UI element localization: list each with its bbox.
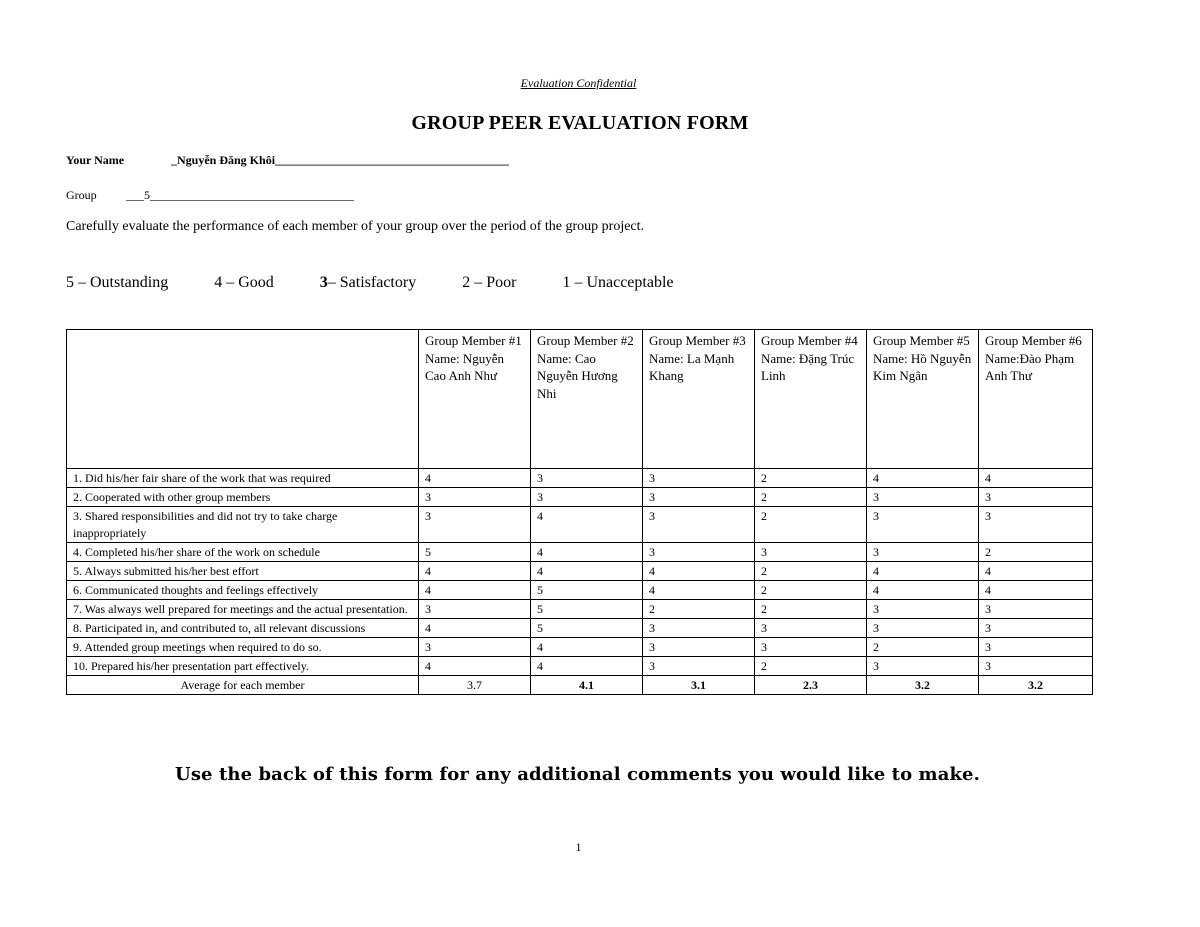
scale-5: 5 – Outstanding bbox=[66, 274, 169, 291]
score-cell: 5 bbox=[531, 600, 643, 619]
score-cell: 2 bbox=[755, 600, 867, 619]
average-value: 2.3 bbox=[755, 676, 867, 695]
question-row bbox=[67, 638, 1093, 657]
question-row bbox=[67, 469, 1093, 488]
scale-3-text: – Satisfactory bbox=[327, 274, 417, 291]
member-number: Group Member #5 bbox=[873, 333, 970, 348]
score-cell: 3 bbox=[643, 469, 755, 488]
average-value: 4.1 bbox=[531, 676, 643, 695]
score-cell: 3 bbox=[643, 543, 755, 562]
score-cell: 3 bbox=[979, 600, 1093, 619]
score-cell: 2 bbox=[979, 543, 1093, 562]
question-text: 5. Always submitted his/her best effort bbox=[67, 562, 419, 581]
score-cell: 4 bbox=[867, 581, 979, 600]
questions-body bbox=[67, 469, 1093, 676]
question-row bbox=[67, 657, 1093, 676]
average-value: 3.7 bbox=[419, 676, 531, 695]
member-number: Group Member #3 bbox=[649, 333, 746, 348]
score-cell: 3 bbox=[979, 488, 1093, 507]
name-label: Your Name bbox=[66, 153, 125, 167]
score-cell: 3 bbox=[643, 619, 755, 638]
member-name: Name:Đào Phạm Anh Thư bbox=[985, 350, 1075, 383]
score-cell: 4 bbox=[979, 562, 1093, 581]
member-number: Group Member #6 bbox=[985, 333, 1082, 348]
name-row bbox=[66, 153, 509, 168]
question-row bbox=[67, 600, 1093, 619]
question-row bbox=[67, 507, 1093, 543]
member-number: Group Member #1 bbox=[425, 333, 522, 348]
scale-3-number: 3 bbox=[319, 274, 328, 291]
score-cell: 3 bbox=[867, 600, 979, 619]
group-row bbox=[66, 188, 354, 203]
group-label: Group bbox=[66, 188, 97, 202]
score-cell: 3 bbox=[867, 619, 979, 638]
score-cell: 2 bbox=[755, 562, 867, 581]
score-cell: 2 bbox=[867, 638, 979, 657]
form-title: GROUP PEER EVALUATION FORM bbox=[411, 112, 749, 134]
question-text: 10. Prepared his/her presentation part effectively. bbox=[67, 657, 419, 676]
score-cell: 2 bbox=[755, 488, 867, 507]
average-value: 3.1 bbox=[643, 676, 755, 695]
member-name: Name: La Mạnh Khang bbox=[649, 350, 735, 383]
score-cell: 3 bbox=[755, 638, 867, 657]
score-cell: 4 bbox=[419, 657, 531, 676]
question-row bbox=[67, 543, 1093, 562]
member-header-5 bbox=[867, 330, 979, 469]
score-cell: 4 bbox=[979, 469, 1093, 488]
score-cell: 3 bbox=[419, 600, 531, 619]
score-cell: 3 bbox=[979, 638, 1093, 657]
rating-scale bbox=[66, 274, 716, 292]
score-cell: 3 bbox=[979, 657, 1093, 676]
average-value: 3.2 bbox=[979, 676, 1093, 695]
page-number: 1 bbox=[575, 840, 582, 854]
scale-1: 1 – Unacceptable bbox=[562, 274, 674, 291]
question-row bbox=[67, 581, 1093, 600]
member-number: Group Member #4 bbox=[761, 333, 858, 348]
score-cell: 4 bbox=[643, 581, 755, 600]
confidential-label: Evaluation Confidential bbox=[520, 76, 637, 90]
header-blank-cell bbox=[67, 330, 419, 469]
score-cell: 2 bbox=[755, 657, 867, 676]
score-cell: 2 bbox=[643, 600, 755, 619]
scale-4: 4 – Good bbox=[214, 274, 274, 291]
question-row bbox=[67, 488, 1093, 507]
score-cell: 3 bbox=[531, 469, 643, 488]
score-cell: 3 bbox=[755, 543, 867, 562]
score-cell: 3 bbox=[643, 488, 755, 507]
score-cell: 3 bbox=[419, 638, 531, 657]
member-name: Name: Cao Nguyễn Hương Nhi bbox=[537, 350, 618, 401]
score-cell: 3 bbox=[643, 657, 755, 676]
question-text: 7. Was always well prepared for meetings and the actual presentation. bbox=[67, 600, 419, 619]
member-name: Name: Hồ Nguyễn Kim Ngân bbox=[873, 350, 972, 383]
score-cell: 4 bbox=[419, 469, 531, 488]
score-cell: 3 bbox=[867, 543, 979, 562]
question-text: 6. Communicated thoughts and feelings effectively bbox=[67, 581, 419, 600]
score-cell: 4 bbox=[643, 562, 755, 581]
score-cell: 2 bbox=[755, 469, 867, 488]
member-number: Group Member #2 bbox=[537, 333, 634, 348]
scale-2: 2 – Poor bbox=[462, 274, 517, 291]
evaluation-table bbox=[66, 329, 1093, 695]
score-cell: 4 bbox=[531, 543, 643, 562]
member-header-3 bbox=[643, 330, 755, 469]
member-name: Name: Nguyễn Cao Anh Như bbox=[425, 350, 505, 383]
member-header-row bbox=[67, 330, 1093, 469]
member-name: Name: Đặng Trúc Linh bbox=[761, 350, 855, 383]
question-row bbox=[67, 619, 1093, 638]
question-text: 4. Completed his/her share of the work on schedule bbox=[67, 543, 419, 562]
score-cell: 4 bbox=[419, 581, 531, 600]
score-cell: 3 bbox=[867, 488, 979, 507]
score-cell: 4 bbox=[531, 657, 643, 676]
average-label: Average for each member bbox=[67, 676, 419, 695]
score-cell: 3 bbox=[979, 619, 1093, 638]
score-cell: 3 bbox=[643, 507, 755, 543]
question-text: 9. Attended group meetings when required to do so. bbox=[67, 638, 419, 657]
score-cell: 5 bbox=[419, 543, 531, 562]
score-cell: 4 bbox=[419, 619, 531, 638]
score-cell: 2 bbox=[755, 507, 867, 543]
score-cell: 3 bbox=[643, 638, 755, 657]
question-row bbox=[67, 562, 1093, 581]
score-cell: 3 bbox=[419, 507, 531, 543]
name-value: _Nguyễn Đăng Khôi_______________________________________ bbox=[171, 153, 510, 167]
score-cell: 4 bbox=[531, 562, 643, 581]
member-header-2 bbox=[531, 330, 643, 469]
footer-note: Use the back of this form for any additional comments you would like to make. bbox=[175, 764, 980, 785]
question-text: 1. Did his/her fair share of the work that was required bbox=[67, 469, 419, 488]
question-text: 2. Cooperated with other group members bbox=[67, 488, 419, 507]
instructions: Carefully evaluate the performance of each member of your group over the period of the group project. bbox=[66, 219, 645, 234]
score-cell: 3 bbox=[531, 488, 643, 507]
member-header-4 bbox=[755, 330, 867, 469]
score-cell: 2 bbox=[755, 581, 867, 600]
score-cell: 4 bbox=[531, 507, 643, 543]
score-cell: 3 bbox=[979, 507, 1093, 543]
score-cell: 5 bbox=[531, 581, 643, 600]
score-cell: 3 bbox=[867, 507, 979, 543]
average-row bbox=[67, 676, 1093, 695]
member-header-1 bbox=[419, 330, 531, 469]
score-cell: 4 bbox=[979, 581, 1093, 600]
question-text: 8. Participated in, and contributed to, all relevant discussions bbox=[67, 619, 419, 638]
score-cell: 3 bbox=[419, 488, 531, 507]
score-cell: 3 bbox=[755, 619, 867, 638]
group-value: ___5__________________________________ bbox=[126, 188, 354, 202]
score-cell: 3 bbox=[867, 657, 979, 676]
score-cell: 4 bbox=[867, 562, 979, 581]
score-cell: 5 bbox=[531, 619, 643, 638]
member-header-6 bbox=[979, 330, 1093, 469]
score-cell: 4 bbox=[419, 562, 531, 581]
score-cell: 4 bbox=[867, 469, 979, 488]
score-cell: 4 bbox=[531, 638, 643, 657]
scale-3 bbox=[320, 274, 416, 292]
average-value: 3.2 bbox=[867, 676, 979, 695]
question-text: 3. Shared responsibilities and did not try to take charge inappropriately bbox=[67, 507, 419, 543]
